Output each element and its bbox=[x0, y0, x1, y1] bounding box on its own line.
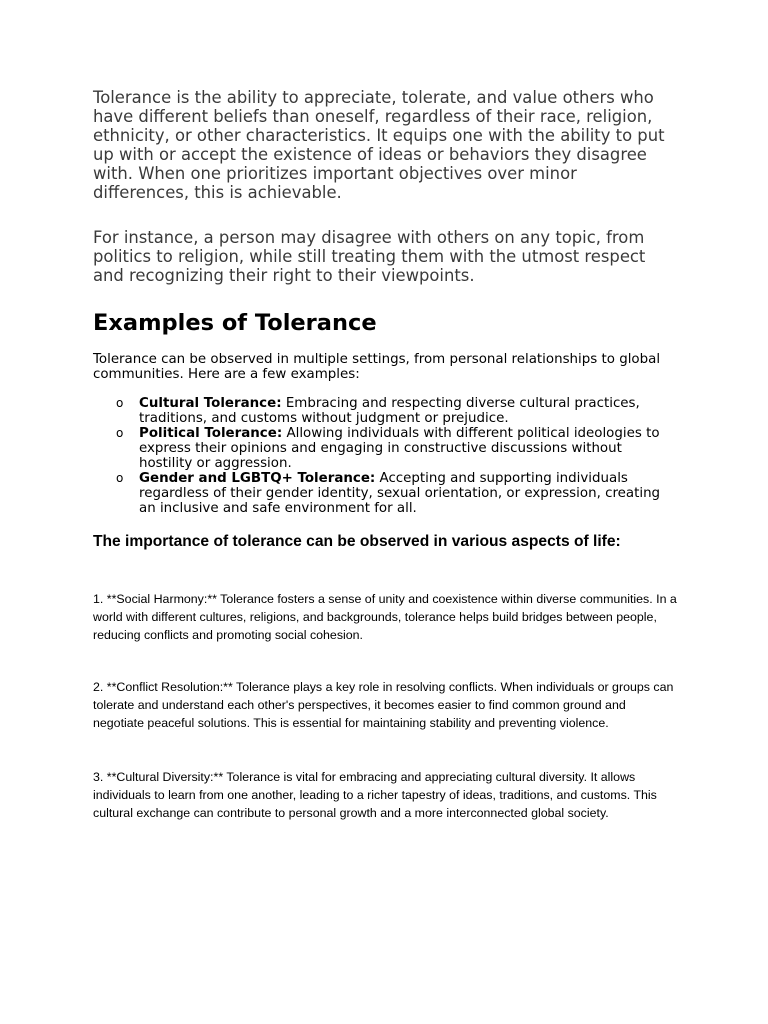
bullet-marker: o bbox=[116, 471, 124, 485]
examples-list bbox=[93, 396, 678, 516]
list-item-text: Allowing individuals with different political ideologies to express their opinions and engaging in constructive discussions without hostility or aggression. bbox=[139, 426, 660, 471]
list-item-term: Political Tolerance: bbox=[139, 426, 283, 441]
list-item bbox=[93, 471, 678, 516]
importance-point-cultural-diversity: 3. **Cultural Diversity:** Tolerance is vital for embracing and appreciating cultural diversity. It allows individuals to learn from one another, leading to a richer tapestry of ideas, traditions, and customs. This cultural exchange can contribute to personal growth and a more interconnected global society. bbox=[93, 770, 657, 820]
importance-point-social-harmony: 1. **Social Harmony:** Tolerance fosters a sense of unity and coexistence within diverse communities. In a world with different cultures, religions, and backgrounds, tolerance helps build bridges between people, reducing conflicts and promoting social cohesion. bbox=[93, 592, 677, 642]
list-item-term: Gender and LGBTQ+ Tolerance: bbox=[139, 471, 376, 486]
list-item-text: Embracing and respecting diverse cultural practices, traditions, and customs without judgment or prejudice. bbox=[139, 396, 640, 426]
examples-lead: Tolerance can be observed in multiple settings, from personal relationships to global communities. Here are a few examples: bbox=[93, 352, 661, 382]
bullet-marker: o bbox=[116, 426, 124, 440]
list-item-term: Cultural Tolerance: bbox=[139, 396, 282, 411]
importance-heading: The importance of tolerance can be observed in various aspects of life: bbox=[93, 533, 621, 550]
bullet-marker: o bbox=[116, 396, 124, 410]
document-page bbox=[93, 88, 678, 822]
list-item-text: Accepting and supporting individuals regardless of their gender identity, sexual orientation, or expression, creating an inclusive and safe environment for all. bbox=[139, 471, 661, 516]
list-item bbox=[93, 396, 678, 426]
intro-paragraph-definition: Tolerance is the ability to appreciate, tolerate, and value others who have different beliefs than oneself, regardless of their race, religion, ethnicity, or other characteristics. It equips one with the ability to put up with or accept the existence of ideas or behaviors they disagree with. When one prioritizes important objectives over minor differences, this is achievable. bbox=[93, 88, 665, 202]
importance-point-conflict-resolution: 2. **Conflict Resolution:** Tolerance plays a key role in resolving conflicts. When individuals or groups can tolerate and understand each other's perspectives, it becomes easier to find common ground and negotiate peaceful solutions. This is essential for maintaining stability and preventing violence. bbox=[93, 680, 674, 730]
examples-heading: Examples of Tolerance bbox=[93, 310, 377, 336]
intro-paragraph-example: For instance, a person may disagree with others on any topic, from politics to religion, while still treating them with the utmost respect and recognizing their right to their viewpoints. bbox=[93, 228, 646, 285]
list-item bbox=[93, 426, 678, 471]
